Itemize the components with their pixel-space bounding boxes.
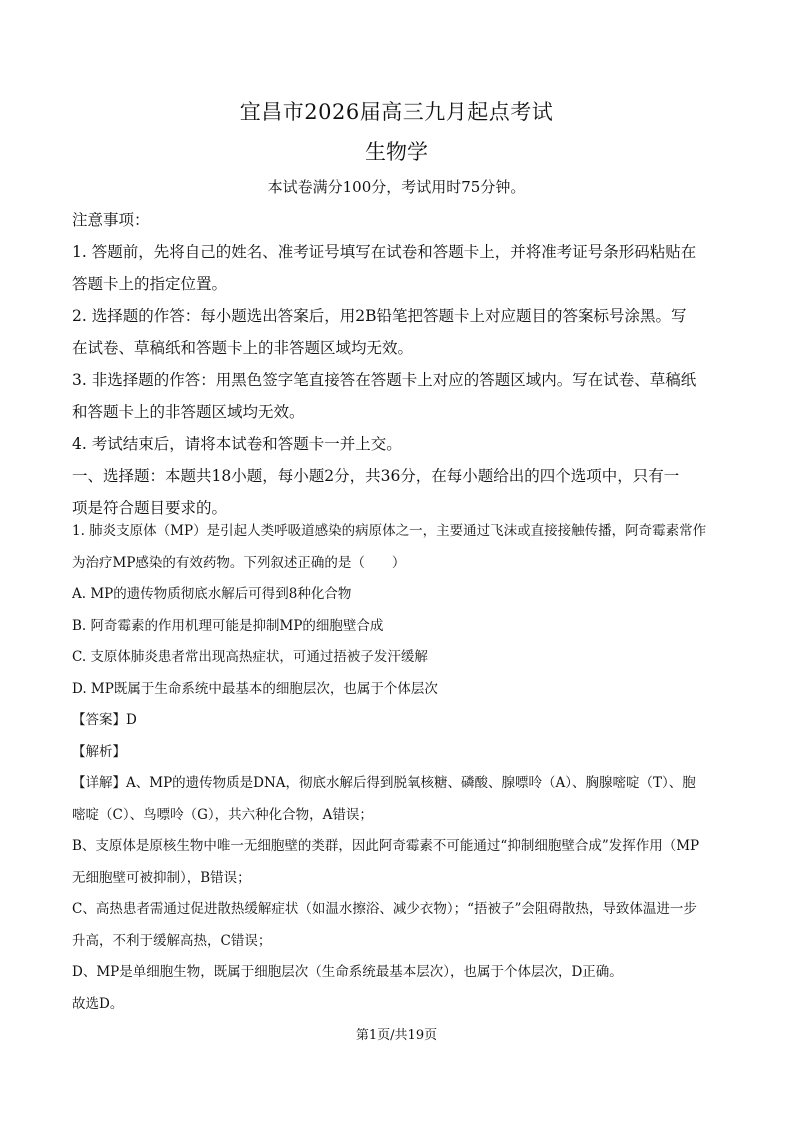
notice-line: 1. 答题前，先将自己的姓名、准考证号填写在试卷和答题卡上，并将准考证号条形码粘贴在	[72, 243, 697, 261]
option-c: C. 支原体肺炎患者常出现高热症状，可通过捂被子发汗缓解	[72, 649, 428, 665]
section-heading-line: 一、选择题：本题共18小题，每小题2分，共36分，在每小题给出的四个选项中，只有一	[72, 467, 680, 485]
analysis-line: B、支原体是原核生物中唯一无细胞壁的类群，因此阿奇霉素不可能通过“抑制细胞壁合成”发挥作用（MP	[72, 838, 700, 854]
section-heading-line: 项是符合题目要求的。	[72, 499, 228, 517]
analysis-line: C、高热患者需通过促进散热缓解症状（如温水擦浴、减少衣物）；“捂被子”会阻碍散热，导致体温进一步	[72, 901, 697, 917]
option-a: A. MP的遗传物质彻底水解后可得到8种化合物	[72, 586, 352, 602]
question-stem-line: 为治疗MP感染的有效药物。下列叙述正确的是（ ）	[72, 554, 406, 571]
notice-line: 2. 选择题的作答：每小题选出答案后，用2B铅笔把答题卡上对应题目的答案标号涂黑。写	[72, 307, 687, 325]
notice-line: 3. 非选择题的作答：用黑色签字笔直接答在答题卡上对应的答题区域内。写在试卷、草稿纸	[72, 371, 697, 389]
option-b: B. 阿奇霉素的作用机理可能是抑制MP的细胞壁合成	[72, 617, 384, 634]
notice-section	[72, 204, 728, 524]
exam-title: 宜昌市2026届高三九月起点考试	[239, 100, 554, 124]
notice-line: 4. 考试结束后，请将本试卷和答题卡一并上交。	[72, 435, 402, 453]
analysis-line: 【详解】A、MP的遗传物质是DNA，彻底水解后得到脱氧核糖、磷酸、腺嘌呤（A）、胸腺嘧啶（T）、胞	[72, 775, 696, 791]
notice-line: 答题卡上的指定位置。	[72, 275, 228, 293]
question-stem-line: 1. 肺炎支原体（MP）是引起人类呼吸道感染的病原体之一，主要通过飞沫或直接接触传播，阿奇霉素常作	[72, 523, 707, 539]
exam-info: 本试卷满分100分，考试用时75分钟。	[267, 178, 526, 196]
analysis-line: 嘧啶（C）、鸟嘌呤（G），共六种化合物，A错误；	[72, 806, 373, 823]
analysis-line: 升高，不利于缓解高热，C错误；	[72, 932, 272, 949]
notice-heading: 注意事项：	[72, 211, 150, 229]
subject-title: 生物学	[365, 140, 428, 164]
notice-line: 和答题卡上的非答题区域均无效。	[72, 403, 305, 421]
question-1	[72, 516, 728, 1020]
analysis-line: 故选D。	[72, 995, 124, 1012]
analysis-heading: 【解析】	[72, 743, 126, 760]
analysis-line: 无细胞壁可被抑制），B错误；	[72, 869, 251, 886]
answer-label: 【答案】D	[72, 712, 137, 728]
page-number: 第1页/共19页	[355, 1028, 438, 1043]
option-d: D. MP既属于生命系统中最基本的细胞层次，也属于个体层次	[72, 680, 438, 697]
notice-line: 在试卷、草稿纸和答题卡上的非答题区域均无效。	[72, 339, 414, 357]
analysis-line: D、MP是单细胞生物，既属于细胞层次（生命系统最基本层次），也属于个体层次，D正确。	[72, 964, 623, 980]
